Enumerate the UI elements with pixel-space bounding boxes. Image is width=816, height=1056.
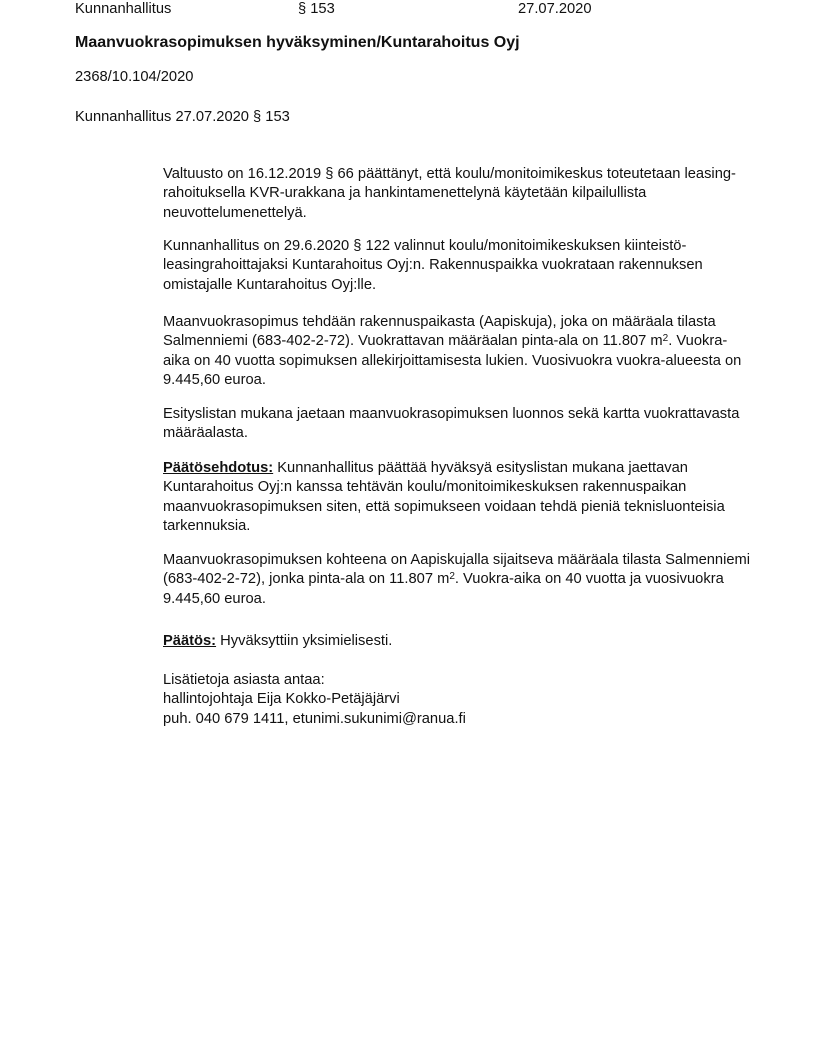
paragraph-decision: [163, 632, 753, 651]
decision-proposal-label: Päätösehdotus:: [163, 460, 274, 476]
square-meter-superscript: 2: [449, 571, 455, 583]
paragraph-council-decision: Valtuusto on 16.12.2019 § 66 päättänyt, että koulu/monitoimikeskus toteutetaan leasing-rahoituksella KVR-urakkana ja hankintamenettelynä käytetään kilpailullista neuvottelumenettelyä.: [163, 166, 736, 221]
contact-person-line: hallintojohtaja Eija Kokko-Petäjäjärvi: [163, 691, 400, 708]
lease-summary-text-start: Maanvuokrasopimuksen kohteena on Aapiskujalla sijaitseva määräala tilasta Salmenniemi (683-402-2-72), jonka pinta-ala on 11.807 m: [163, 552, 751, 588]
contact-intro-line: Lisätietoja asiasta antaa:: [163, 672, 325, 688]
paragraph-lease-terms: [163, 313, 753, 391]
header-section-number: § 153: [298, 1, 335, 17]
square-meter-superscript: 2: [662, 333, 669, 345]
section-heading: Kunnanhallitus 27.07.2020 § 153: [75, 109, 290, 125]
contact-info: [163, 671, 753, 729]
decision-label: Päätös:: [163, 633, 217, 649]
decision-text: Hyväksyttiin yksimielisesti.: [216, 633, 393, 649]
header-date: 27.07.2020: [518, 1, 592, 17]
document-title: Maanvuokrasopimuksen hyväksyminen/Kuntarahoitus Oyj: [75, 34, 520, 51]
case-number: 2368/10.104/2020: [75, 69, 194, 85]
header-committee: Kunnanhallitus: [75, 1, 172, 17]
lease-terms-text-start: Maanvuokrasopimus tehdään rakennuspaikasta (Aapiskuja), joka on määräala tilasta Salmenniemi (683-402-2-72). Vuokrattavan määräalan pinta-ala on 11.807 m: [163, 314, 716, 350]
contact-phone-email-line: puh. 040 679 1411, etunimi.sukunimi@ranua.fi: [163, 710, 466, 727]
paragraph-decision-proposal: [163, 459, 753, 537]
decision-proposal-text: Kunnanhallitus päättää hyväksyä esityslistan mukana jaettavan Kuntarahoitus Oyj:n kanssa tehtävän koulu/monitoimikeskuksen rakennuspaikan maanvuokrasopimuksen siten, että sopimukseen voidaan tehdä pieniä teknisluonteisia tarkennuksia.: [163, 460, 725, 535]
paragraph-lease-summary: [163, 551, 753, 609]
lease-terms-text-end: . Vuokra-aika on 40 vuotta sopimuksen allekirjoittamisesta lukien. Vuosivuokra vuokra-alueesta on 9.445,60 euroa.: [163, 333, 742, 389]
lease-summary-text-end: . Vuokra-aika on 40 vuotta ja vuosivuokra 9.445,60 euroa.: [163, 571, 724, 607]
paragraph-attachments: Esityslistan mukana jaetaan maanvuokrasopimuksen luonnos sekä kartta vuokrattavasta määräalasta.: [163, 406, 740, 442]
paragraph-board-selection: Kunnanhallitus on 29.6.2020 § 122 valinnut koulu/monitoimikeskuksen kiinteistö-leasingrahoittajaksi Kuntarahoitus Oyj:n. Rakennuspaikka vuokrataan rakennuksen omistajalle Kuntarahoitus Oyj:lle.: [163, 238, 703, 293]
